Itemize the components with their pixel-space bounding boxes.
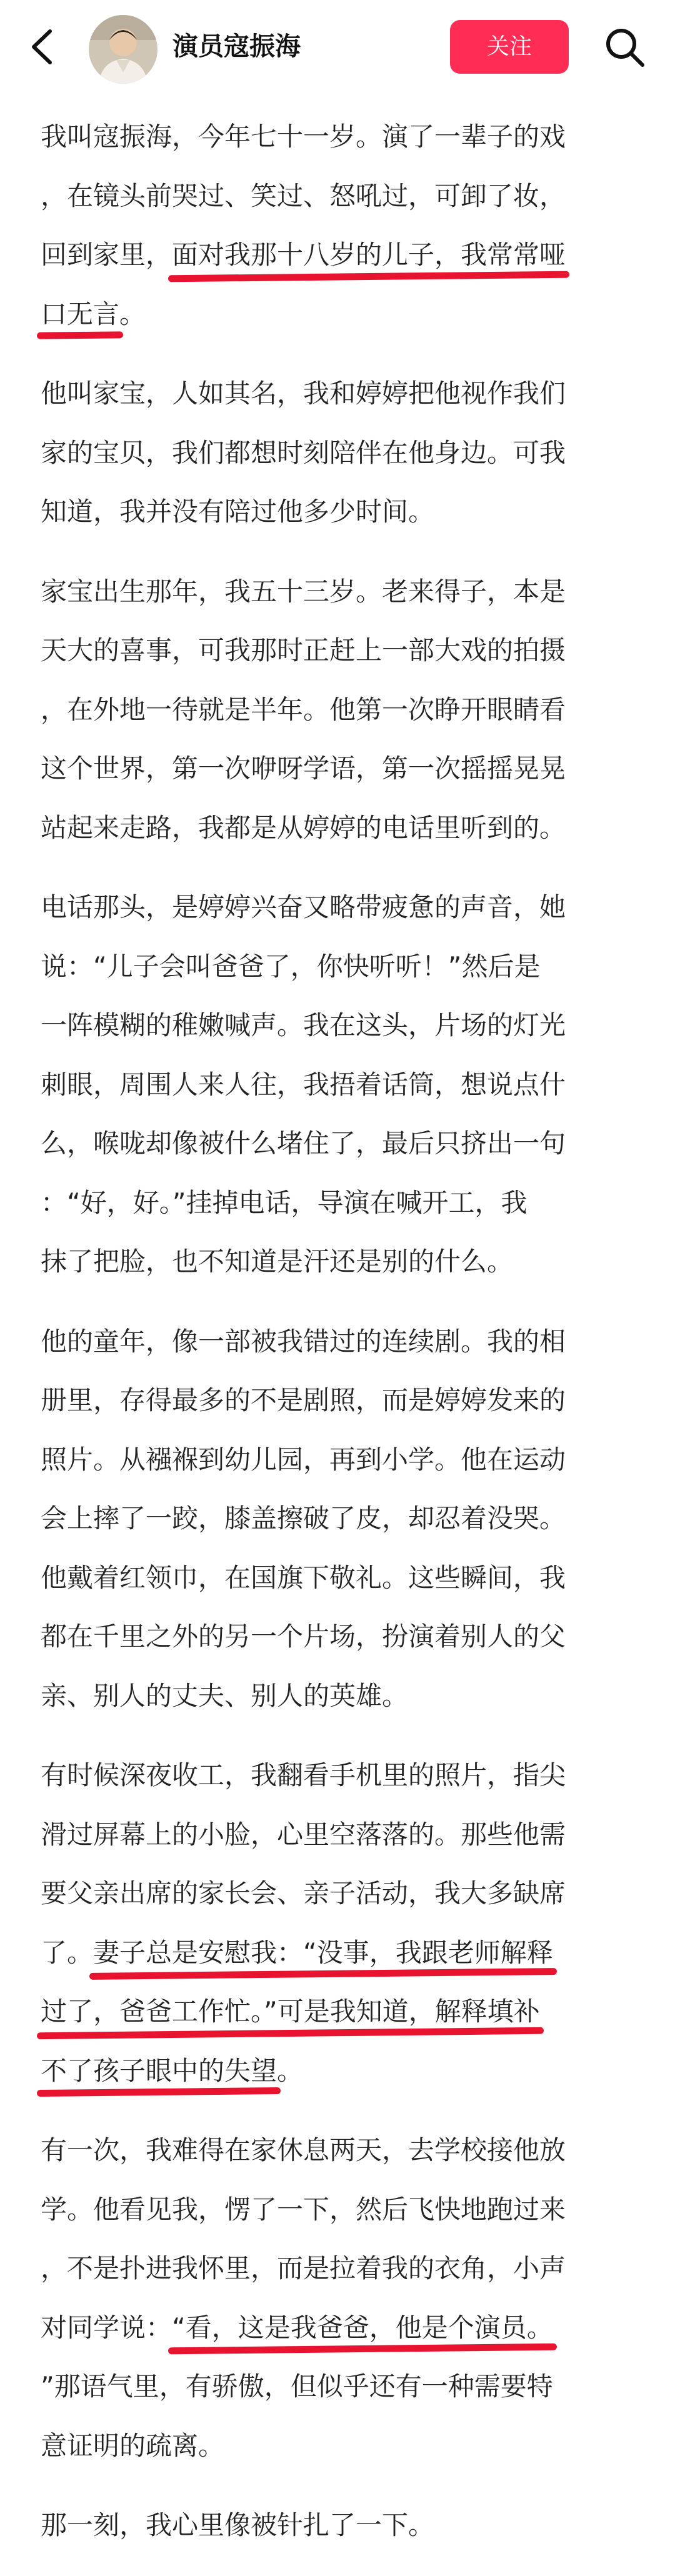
back-button[interactable] xyxy=(24,25,61,69)
text-line xyxy=(41,2239,641,2299)
highlighted-text xyxy=(172,226,566,285)
text-line xyxy=(41,681,641,740)
text-line xyxy=(41,1430,641,1490)
red-underline-annotation xyxy=(89,1968,557,1980)
red-underline-annotation xyxy=(168,271,569,282)
highlighted-text xyxy=(41,1982,540,2042)
text-line xyxy=(41,107,641,167)
text-segment: ，不是扑进我怀里，而是拉着我的衣角，小声 xyxy=(41,2253,566,2284)
text-segment: 有时候深夜收工，我翻看手机里的照片，指尖 xyxy=(41,1760,566,1790)
text-line xyxy=(41,364,641,424)
paragraph-1 xyxy=(41,107,641,344)
top-bar xyxy=(0,0,675,94)
search-button[interactable] xyxy=(601,24,649,71)
text-line xyxy=(41,799,641,858)
avatar[interactable] xyxy=(89,15,158,84)
paragraph-4 xyxy=(41,878,641,1292)
text-line xyxy=(41,937,641,997)
text-line xyxy=(41,1371,641,1430)
text-segment: 学。他看见我，愣了一下，然后飞快地跑过来 xyxy=(41,2194,566,2225)
text-segment: 我叫寇振海，今年七十一岁。演了一辈子的戏 xyxy=(41,121,566,152)
text-segment: 抹了把脸，也不知道是汗还是别的什么。 xyxy=(41,1246,514,1277)
text-segment: 妻子总是安慰我：“没事，我跟老师解释 xyxy=(93,1937,553,1968)
text-line xyxy=(41,1982,641,2042)
search-icon xyxy=(601,24,649,71)
text-segment: 有一次，我难得在家休息两天，去学校接他放 xyxy=(41,2135,566,2165)
text-line xyxy=(41,167,641,226)
highlighted-text xyxy=(41,285,119,344)
text-segment: 要父亲出席的家长会、亲子活动，我大多缺席 xyxy=(41,1878,566,1909)
text-segment: “看，这是我爸爸，他是个演员。 xyxy=(172,2312,553,2343)
text-line xyxy=(41,1667,641,1726)
text-segment: ，在外地一待就是半年。他第一次睁开眼睛看 xyxy=(41,694,566,725)
text-segment: 他的童年，像一部被我错过的连续剧。我的相 xyxy=(41,1325,566,1357)
red-underline-annotation xyxy=(37,2027,544,2039)
text-segment: 知道，我并没有陪过他多少时间。 xyxy=(41,496,435,527)
text-line xyxy=(41,621,641,681)
highlighted-text xyxy=(41,2042,277,2101)
text-segment: 么，喉咙却像被什么堵住了，最后只挤出一句 xyxy=(41,1128,566,1159)
red-underline-annotation xyxy=(37,2087,281,2097)
text-line xyxy=(41,2180,641,2240)
text-segment: ，在镜头前哭过、笑过、怒吼过，可卸了妆， xyxy=(41,180,566,211)
text-segment: 天大的喜事，可我那时正赶上一部大戏的拍摄 xyxy=(41,635,566,666)
text-segment: 都在千里之外的另一个片场，扮演着别人的父 xyxy=(41,1621,566,1652)
text-line xyxy=(41,1924,641,1983)
article-body xyxy=(41,107,641,2576)
author-name[interactable]: 演员寇振海 xyxy=(172,31,301,61)
text-segment: 刺眼，周围人来人往，我捂着话筒，想说点什 xyxy=(41,1069,566,1100)
text-segment: 会上摔了一跤，膝盖擦破了皮，却忍着没哭。 xyxy=(41,1503,566,1534)
text-line xyxy=(41,1232,641,1292)
text-segment: 回到家里， xyxy=(41,239,172,270)
highlighted-text xyxy=(172,2299,553,2358)
text-segment: 面对我那十八岁的儿子，我常常哑 xyxy=(172,239,566,270)
paragraph-7 xyxy=(41,2121,641,2475)
text-segment: 说：“儿子会叫爸爸了，你快听听！”然后是 xyxy=(41,951,541,982)
text-line xyxy=(41,996,641,1056)
text-line xyxy=(41,1549,641,1608)
text-segment: ”那语气里，有骄傲，但似乎还有一种需要特 xyxy=(41,2371,553,2402)
text-line xyxy=(41,226,641,285)
text-segment: ：“好，好。”挂掉电话，导演在喊开工，我 xyxy=(41,1187,528,1218)
follow-button[interactable]: 关注 xyxy=(450,20,569,74)
text-line xyxy=(41,1805,641,1865)
text-segment: 了。 xyxy=(41,1937,94,1968)
text-line xyxy=(41,285,641,344)
text-segment: 电话那头，是婷婷兴奋又略带疲惫的声音，她 xyxy=(41,892,566,922)
chevron-left-icon xyxy=(24,25,61,69)
text-line xyxy=(41,1746,641,1805)
text-line xyxy=(41,739,641,799)
text-segment: 。 xyxy=(277,2055,304,2086)
paragraph-8 xyxy=(41,2496,641,2555)
text-line xyxy=(41,1056,641,1115)
text-segment: 家的宝贝，我们都想时刻陪伴在他身边。可我 xyxy=(41,437,566,468)
text-line xyxy=(41,562,641,622)
text-line xyxy=(41,2042,641,2101)
text-line xyxy=(41,1312,641,1372)
text-line xyxy=(41,1607,641,1667)
text-segment: 他戴着红领巾，在国旗下敬礼。这些瞬间，我 xyxy=(41,1562,566,1593)
text-line xyxy=(41,482,641,542)
avatar-image xyxy=(89,15,158,84)
text-segment: 照片。从襁褓到幼儿园，再到小学。他在运动 xyxy=(41,1444,566,1475)
text-segment: 站起来走路，我都是从婷婷的电话里听到的。 xyxy=(41,812,566,843)
red-underline-annotation xyxy=(37,331,123,339)
text-line xyxy=(41,878,641,937)
text-line xyxy=(41,1864,641,1924)
text-line xyxy=(41,2417,641,2476)
text-line xyxy=(41,424,641,483)
paragraph-5 xyxy=(41,1312,641,1726)
text-segment: 过了，爸爸工作忙。”可是我知道，解释填补 xyxy=(41,1996,540,2027)
text-line xyxy=(41,2299,641,2358)
text-line xyxy=(41,2357,641,2417)
paragraph-3 xyxy=(41,562,641,858)
text-segment: 不了孩子眼中的失望 xyxy=(41,2055,278,2086)
text-line xyxy=(41,1174,641,1233)
paragraph-6 xyxy=(41,1746,641,2100)
text-segment: 意证明的疏离。 xyxy=(41,2430,225,2461)
text-segment: 这个世界，第一次咿呀学语，第一次摇摇晃晃 xyxy=(41,753,566,784)
text-line xyxy=(41,1114,641,1174)
paragraph-2 xyxy=(41,364,641,542)
highlighted-text xyxy=(93,1924,553,1983)
text-segment: 。 xyxy=(119,298,146,329)
text-segment: 滑过屏幕上的小脸，心里空落落的。那些他需 xyxy=(41,1819,566,1850)
text-segment: 对同学说： xyxy=(41,2312,172,2343)
text-segment: 家宝出生那年，我五十三岁。老来得子，本是 xyxy=(41,576,566,607)
text-segment: 那一刻，我心里像被针扎了一下。 xyxy=(41,2510,435,2540)
text-line xyxy=(41,2121,641,2180)
text-segment: 一阵模糊的稚嫩喊声。我在这头，片场的灯光 xyxy=(41,1010,566,1041)
text-segment: 他叫家宝，人如其名，我和婷婷把他视作我们 xyxy=(41,378,566,409)
text-line xyxy=(41,2496,641,2555)
text-segment: 亲、别人的丈夫、别人的英雄。 xyxy=(41,1680,409,1711)
text-segment: 册里，存得最多的不是剧照，而是婷婷发来的 xyxy=(41,1385,566,1415)
red-underline-annotation xyxy=(168,2344,557,2355)
text-line xyxy=(41,1489,641,1549)
text-segment: 口无言 xyxy=(41,298,120,329)
